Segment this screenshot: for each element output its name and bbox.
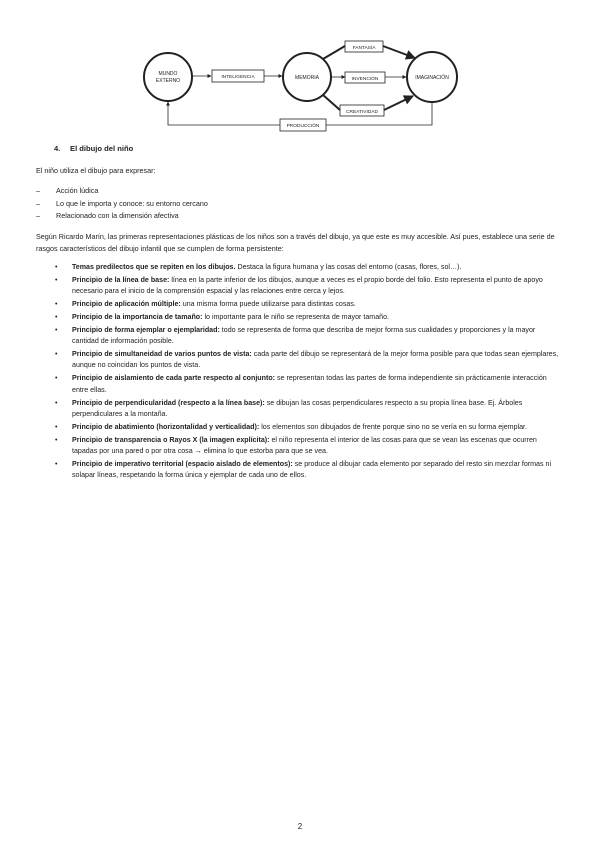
item-text: se representan todas las partes de forma independiente sin prácticamente interacción entre ellas. (72, 374, 547, 394)
dash-marker: – (36, 211, 40, 220)
bullet-marker: • (55, 275, 58, 284)
list-item (36, 325, 564, 348)
bullet-marker: • (55, 263, 58, 271)
bullet-marker: • (55, 312, 58, 321)
body-paragraph: Según Ricardo Marín, las primeras representaciones plásticas de los niños son a través del dibujo, ya que este es muy accesible. Así pues, establece una serie de rasgos característicos del dibujo infantil que se cumplen de forma persistente: (36, 232, 555, 253)
bullet-marker: • (55, 422, 58, 431)
line-memoria-fantasia (323, 46, 345, 59)
imaginacion-label: IMAGINACIÓN (415, 75, 449, 81)
item-text: una misma forma puede utilizarse para distintas cosas. (180, 300, 356, 309)
bullet-marker: • (55, 435, 58, 444)
dash-item-text: Lo que le importa y conoce: su entorno cercano (56, 198, 208, 208)
dash-item-text: Relacionado con la dimensión afectiva (56, 211, 179, 220)
list-item (36, 262, 564, 274)
list-item (36, 349, 564, 372)
dash-marker: – (36, 198, 40, 208)
bullet-marker: • (55, 398, 58, 407)
list-item (36, 398, 564, 421)
item-bold: Principio de transparencia o Rayos X (la imagen explícita): (72, 435, 270, 444)
invencion-label: INVENCIÓN (351, 77, 379, 82)
item-bold: Principio de la importancia de tamaño: (72, 312, 203, 321)
list-item (36, 275, 564, 298)
dash-item (36, 198, 208, 211)
bullet-marker: • (55, 325, 58, 334)
produccion-label: PRODUCCIÓN (286, 124, 320, 129)
intro-text: El niño utiliza el dibujo para expresar: (36, 166, 156, 175)
section-number: 4. (54, 144, 61, 153)
dash-item (36, 210, 208, 223)
principles-list (36, 262, 564, 483)
line-imaginacion-produccion (326, 102, 432, 125)
bullet-marker: • (55, 300, 58, 309)
item-bold: Principio de perpendicularidad (respecto a la línea base): (72, 398, 265, 407)
dash-list (36, 185, 208, 223)
memoria-label: MEMORIA (295, 75, 319, 81)
list-item (36, 373, 564, 396)
item-text: se produce al dibujar cada elemento por separado del resto sin mezclar formas ni solapar líneas, respetando la forma única y ejemplar de cada uno de ellos. (72, 459, 552, 480)
item-bold: Principio de simultaneidad de varios puntos de vista: (72, 349, 252, 358)
arrow-creatividad-imaginacion (384, 96, 413, 110)
item-bold: Temas predilectos que se repiten en los dibujos. (72, 263, 236, 271)
list-item (36, 299, 564, 311)
mundo-externo-node (144, 53, 192, 101)
section-heading (54, 144, 133, 153)
bullet-marker: • (55, 374, 58, 383)
dash-item (36, 185, 208, 198)
item-bold: Principio de imperativo territorial (espacio aislado de elementos): (72, 459, 293, 468)
item-text: línea en la parte inferior de los dibujos, aunque a veces es el propio borde del folio. Esto representa el punto de apoyo necesario para el inicio de la comprensión espacial y las relaciones entre cerca y lejos. (72, 275, 543, 296)
list-item (36, 459, 564, 482)
item-text: los elementos son dibujados de frente porque sino no se vería en su forma ejemplar. (259, 422, 527, 431)
inteligencia-label: INTELIGENCIA (221, 75, 255, 80)
section-title: El dibujo del niño (70, 144, 134, 153)
item-text: el niño representa el interior de las cosas para que se vean las escenas que ocurren tapadas por una pared o por otra cosa → elimina lo que estorba para que se vea. (72, 435, 537, 456)
line-memoria-creatividad (323, 95, 340, 110)
item-text: se dibujan las cosas perpendiculares respecto a su propia línea base. Ej. Árboles perpendiculares a la montaña. (72, 398, 523, 419)
item-text: lo importante para le niño se representa de mayor tamaño. (202, 312, 389, 321)
item-text: cada parte del dibujo se representará de la mejor forma posible para que todas sean ejemplares, aunque no coincidan los puntos de vista. (72, 349, 559, 370)
item-bold: Principio de aislamiento de cada parte respecto al conjunto: (72, 374, 276, 383)
item-text: todo se representa de forma que describa de mejor forma sus cualidades y proporciones y la mayor cantidad de información posible. (72, 325, 536, 346)
bullet-marker: • (55, 349, 58, 358)
creatividad-label: CREATIVIDAD (346, 110, 378, 115)
item-bold: Principio de forma ejemplar o ejemplaridad: (72, 325, 220, 334)
item-bold: Principio de la línea de base: (72, 275, 170, 284)
bullet-marker: • (55, 459, 58, 468)
dash-marker: – (36, 186, 40, 195)
fantasia-label: FANTASÍA (352, 46, 376, 51)
arrow-produccion-mundo (168, 102, 280, 125)
item-bold: Principio de abatimiento (horizontalidad y verticalidad): (72, 422, 260, 431)
mundo-label-1: MUNDO (158, 71, 178, 77)
memory-imagination-diagram (140, 35, 460, 135)
mundo-label-2: EXTERNO (155, 78, 181, 84)
item-bold: Principio de aplicación múltiple: (72, 300, 181, 309)
page-number: 2 (297, 822, 303, 831)
item-text: Destaca la figura humana y las cosas del entorno (casas, flores, sol…). (235, 263, 462, 271)
dash-item-text: Acción lúdica (56, 186, 99, 195)
list-item (36, 312, 564, 324)
arrow-fantasia-imaginacion (383, 46, 415, 58)
list-item (36, 435, 564, 458)
list-item (36, 422, 564, 434)
